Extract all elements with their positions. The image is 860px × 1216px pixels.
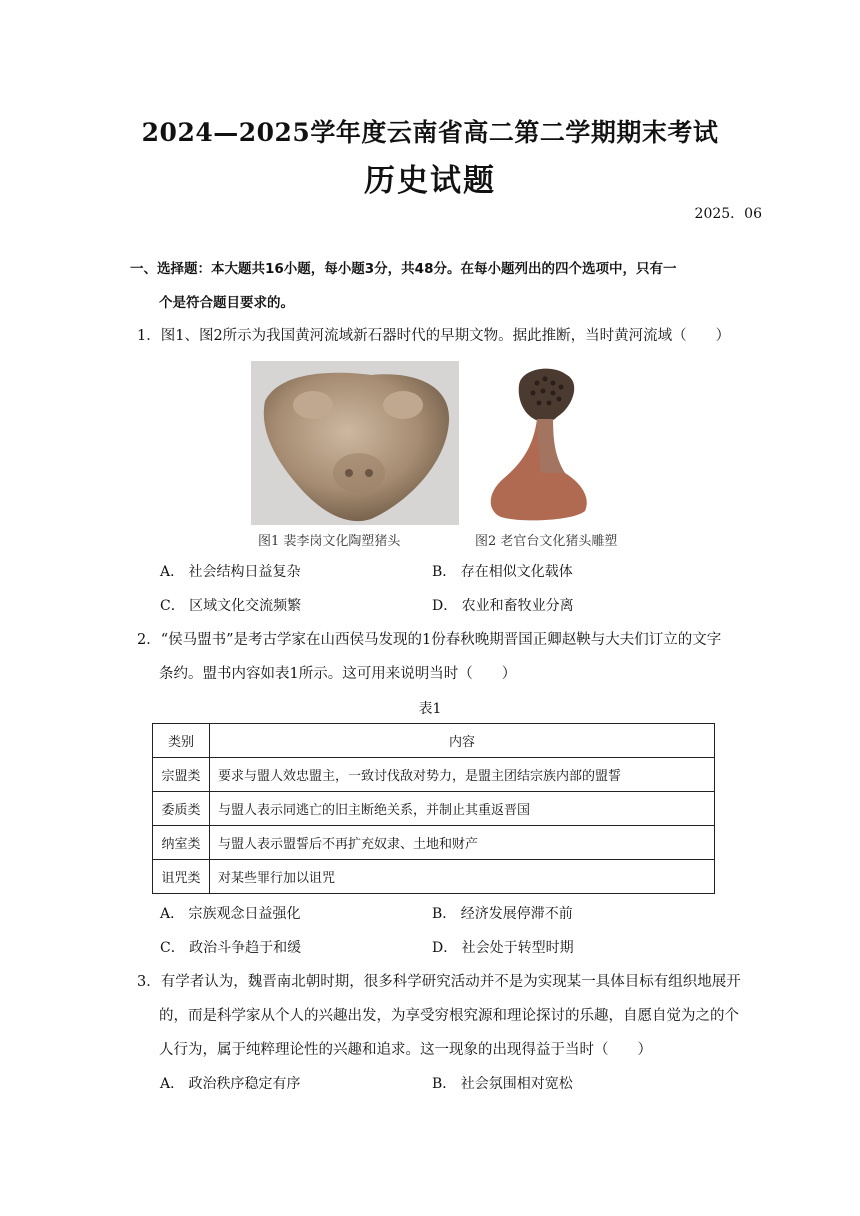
question-1-text: 1．图1、图2所示为我国黄河流域新石器时代的早期文物。据此推断，当时黄河流域（ ） (137, 328, 731, 344)
exam-subtitle: 历史试题 (364, 163, 496, 199)
question-3-line1: 3．有学者认为，魏晋南北朝时期，很多科学研究活动并不是为实现某一具体目标有组织地展开 (137, 974, 741, 990)
table-header-row (153, 724, 715, 758)
q2-option-c: C． 政治斗争趋于和缓 (160, 940, 302, 956)
figure-1-pig-head-photo (251, 361, 459, 525)
table-cell-category: 纳室类 (153, 826, 210, 860)
question-3-line2: 的，而是科学家从个人的兴趣出发，为享受穷根究源和理论探讨的乐趣，自愿自觉为之的个 (159, 1008, 739, 1024)
q3-option-a: A． 政治秩序稳定有序 (160, 1076, 301, 1092)
table-cell-category: 委质类 (153, 792, 210, 826)
table-header-content: 内容 (210, 724, 715, 758)
table-row (153, 826, 715, 860)
section-instructions-line1: 一、选择题：本大题共16小题，每小题3分，共48分。在每小题列出的四个选项中，只有一 (130, 261, 677, 277)
table-1-caption: 表1 (418, 701, 442, 717)
q2-option-d: D． 社会处于转型时期 (432, 940, 574, 956)
question-2-line1: 2．“侯马盟书”是考古学家在山西侯马发现的1份春秋晚期晋国正卿赵鞅与大夫们订立的文字 (137, 632, 722, 648)
q1-option-b: B． 存在相似文化载体 (432, 564, 573, 580)
exam-date: 2025．06 (694, 206, 762, 222)
q1-option-d: D． 农业和畜牧业分离 (432, 598, 574, 614)
q2-option-b: B． 经济发展停滞不前 (432, 906, 573, 922)
table-row (153, 758, 715, 792)
table-1 (152, 723, 715, 894)
table-cell-category: 宗盟类 (153, 758, 210, 792)
q2-option-a: A． 宗族观念日益强化 (160, 906, 301, 922)
exam-title: 2024—2025学年度云南省高二第二学期期末考试 (141, 118, 719, 147)
figure-2-caption: 图2 老官台文化猪头雕塑 (475, 534, 618, 549)
table-cell-content: 与盟人表示盟誓后不再扩充奴隶、土地和财产 (210, 826, 715, 860)
figure-2-pig-sculpture-photo (481, 361, 601, 526)
table-cell-content: 对某些罪行加以诅咒 (210, 860, 715, 894)
figure-1-caption: 图1 裴李岗文化陶塑猪头 (258, 534, 401, 549)
q3-option-b: B． 社会氛围相对宽松 (432, 1076, 573, 1092)
table-row (153, 792, 715, 826)
table-cell-category: 诅咒类 (153, 860, 210, 894)
table-cell-content: 与盟人表示同逃亡的旧主断绝关系，并制止其重返晋国 (210, 792, 715, 826)
table-header-category: 类别 (153, 724, 210, 758)
table-row (153, 860, 715, 894)
q1-option-c: C． 区域文化交流频繁 (160, 598, 302, 614)
table-cell-content: 要求与盟人效忠盟主，一致讨伐敌对势力，是盟主团结宗族内部的盟誓 (210, 758, 715, 792)
question-2-line2: 条约。盟书内容如表1所示。这可用来说明当时（ ） (159, 666, 517, 682)
question-3-line3: 人行为，属于纯粹理论性的兴趣和追求。这一现象的出现得益于当时（ ） (159, 1042, 652, 1058)
section-instructions-line2: 个是符合题目要求的。 (159, 295, 294, 311)
q1-option-a: A． 社会结构日益复杂 (160, 564, 301, 580)
